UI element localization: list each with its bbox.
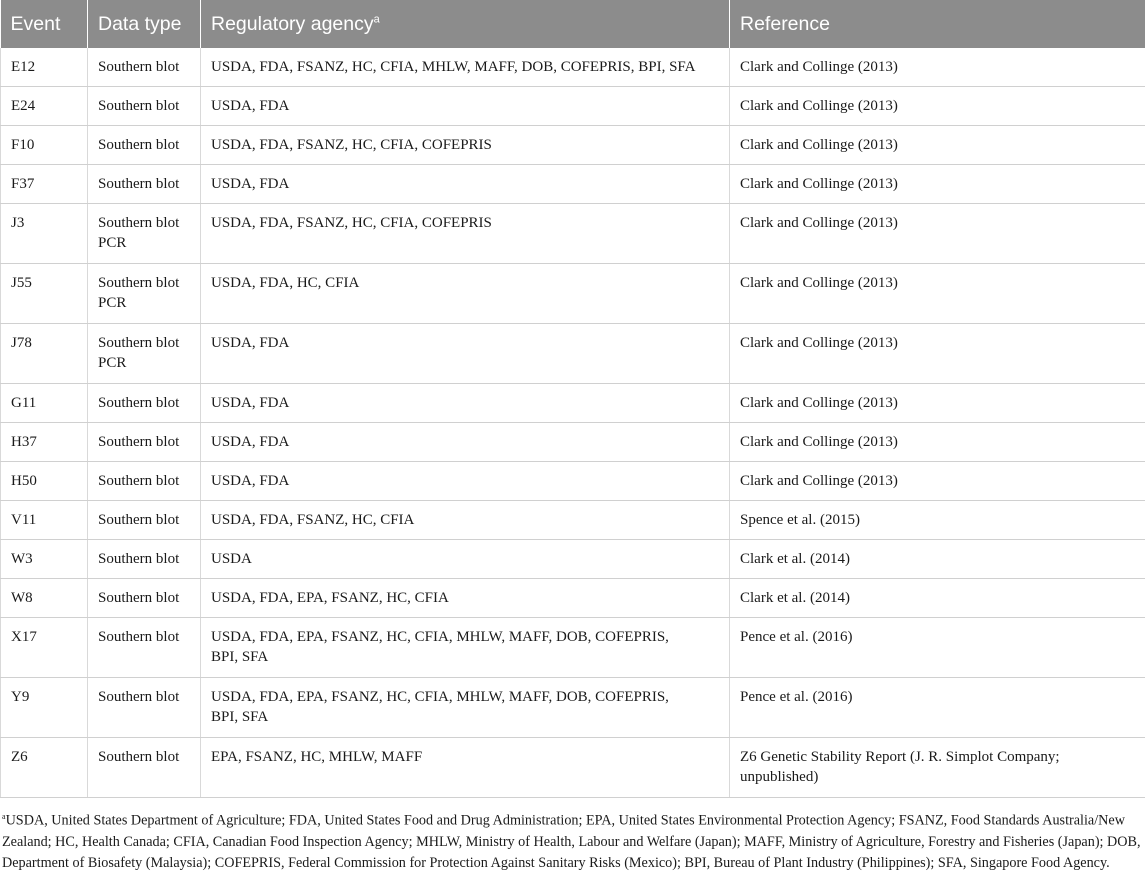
cell-data-type [88,204,201,264]
cell-agency-line: BPI, SFA [211,649,269,665]
cell-agency [201,264,730,324]
cell-reference-line: Clark and Collinge (2013) [740,59,898,75]
cell-data-type [88,423,201,462]
cell-reference [730,87,1145,126]
cell-data-type [88,384,201,423]
cell-data-type-line: PCR [98,355,127,371]
cell-data-type [88,618,201,678]
cell-data-type-line: Southern blot [98,590,180,606]
cell-agency-line: USDA, FDA [211,473,290,489]
cell-data-type-line: Southern blot [98,395,180,411]
cell-reference [730,204,1145,264]
cell-event: X17 [1,618,88,678]
cell-event: Y9 [1,678,88,738]
cell-reference [730,423,1145,462]
table-row [1,618,1145,678]
cell-reference [730,540,1145,579]
cell-reference-line: Clark et al. (2014) [740,590,850,606]
cell-agency [201,324,730,384]
cell-data-type-line: Southern blot [98,473,180,489]
cell-event: Z6 [1,738,88,798]
cell-agency-line: USDA, FDA [211,176,290,192]
cell-data-type [88,324,201,384]
cell-data-type-line: Southern blot [98,512,180,528]
cell-agency-line: USDA, FDA, FSANZ, HC, CFIA, COFEPRIS [211,215,492,231]
cell-reference-line: Clark and Collinge (2013) [740,473,898,489]
cell-agency-line: USDA, FDA, EPA, FSANZ, HC, CFIA [211,590,449,606]
cell-reference [730,264,1145,324]
cell-data-type-line: Southern blot [98,335,180,351]
cell-event: J78 [1,324,88,384]
cell-agency-line: USDA, FDA, FSANZ, HC, CFIA [211,512,415,528]
cell-event: F37 [1,165,88,204]
cell-event: V11 [1,501,88,540]
cell-agency [201,738,730,798]
cell-reference-line: Clark and Collinge (2013) [740,275,898,291]
cell-agency [201,501,730,540]
cell-reference-line: Pence et al. (2016) [740,689,853,705]
cell-agency-line: USDA, FDA, FSANZ, HC, CFIA, COFEPRIS [211,137,492,153]
cell-reference [730,462,1145,501]
cell-reference-line: Clark and Collinge (2013) [740,215,898,231]
table-row [1,324,1145,384]
cell-agency [201,678,730,738]
cell-reference [730,126,1145,165]
cell-reference-line: Clark and Collinge (2013) [740,395,898,411]
cell-event: W3 [1,540,88,579]
cell-agency-line: USDA, FDA, EPA, FSANZ, HC, CFIA, MHLW, MAFF, DOB, COFEPRIS, [211,689,669,705]
header-agency [201,0,730,48]
cell-agency-line: USDA, FDA [211,434,290,450]
cell-reference [730,678,1145,738]
cell-reference [730,618,1145,678]
cell-data-type-line: PCR [98,235,127,251]
cell-data-type [88,540,201,579]
cell-agency-line: EPA, FSANZ, HC, MHLW, MAFF [211,749,423,765]
cell-reference-line: Clark and Collinge (2013) [740,176,898,192]
cell-agency-line: USDA, FDA, EPA, FSANZ, HC, CFIA, MHLW, MAFF, DOB, COFEPRIS, [211,629,669,645]
header-reference: Reference [730,0,1145,48]
cell-agency [201,423,730,462]
cell-event: F10 [1,126,88,165]
table-row [1,87,1145,126]
cell-event: E24 [1,87,88,126]
cell-agency-line: USDA, FDA [211,395,290,411]
cell-reference-line: Clark and Collinge (2013) [740,98,898,114]
cell-data-type [88,126,201,165]
cell-agency [201,126,730,165]
cell-event: J55 [1,264,88,324]
cell-agency [201,618,730,678]
footnote-mark: a [373,13,380,25]
cell-reference [730,738,1145,798]
cell-data-type-line: PCR [98,295,127,311]
header-event: Event [1,0,88,48]
cell-data-type [88,264,201,324]
cell-reference-line: Clark and Collinge (2013) [740,434,898,450]
cell-agency [201,165,730,204]
cell-data-type-line: Southern blot [98,215,180,231]
cell-reference-line: Pence et al. (2016) [740,629,853,645]
cell-reference-line: Clark and Collinge (2013) [740,137,898,153]
cell-data-type [88,165,201,204]
cell-agency-line: USDA, FDA [211,98,290,114]
cell-reference [730,48,1145,87]
cell-agency [201,48,730,87]
table-row [1,423,1145,462]
table-row [1,501,1145,540]
cell-data-type-line: Southern blot [98,551,180,567]
cell-agency [201,540,730,579]
cell-event: J3 [1,204,88,264]
table-row [1,204,1145,264]
cell-agency-line: USDA, FDA, HC, CFIA [211,275,360,291]
table-row [1,540,1145,579]
cell-data-type [88,501,201,540]
cell-reference-line: Clark et al. (2014) [740,551,850,567]
table-row [1,264,1145,324]
cell-agency [201,384,730,423]
cell-agency-line: USDA, FDA, FSANZ, HC, CFIA, MHLW, MAFF, DOB, COFEPRIS, BPI, SFA [211,59,696,75]
cell-agency-line: USDA [211,551,252,567]
cell-reference-line: Z6 Genetic Stability Report (J. R. Simplot Company; [740,749,1060,765]
header-agency-label: Regulatory agency [211,12,374,35]
cell-agency-line: BPI, SFA [211,709,269,725]
cell-data-type-line: Southern blot [98,629,180,645]
cell-data-type-line: Southern blot [98,137,180,153]
header-data-type: Data type [88,0,201,48]
cell-reference-line: Spence et al. (2015) [740,512,860,528]
cell-event: H37 [1,423,88,462]
table-row [1,384,1145,423]
cell-event: E12 [1,48,88,87]
cell-reference [730,165,1145,204]
table-header [1,0,1145,48]
table-row [1,462,1145,501]
cell-data-type-line: Southern blot [98,689,180,705]
cell-agency [201,204,730,264]
table-row [1,678,1145,738]
cell-data-type-line: Southern blot [98,98,180,114]
cell-data-type-line: Southern blot [98,59,180,75]
cell-event: W8 [1,579,88,618]
cell-reference [730,579,1145,618]
cell-reference [730,324,1145,384]
table-row [1,738,1145,798]
table-row [1,48,1145,87]
cell-data-type [88,678,201,738]
cell-reference-line: Clark and Collinge (2013) [740,335,898,351]
cell-event: H50 [1,462,88,501]
table-row [1,126,1145,165]
cell-data-type-line: Southern blot [98,749,180,765]
cell-data-type [88,462,201,501]
cell-data-type-line: Southern blot [98,176,180,192]
footnote-text: USDA, United States Department of Agriculture; FDA, United States Food and Drug Administration; EPA, United States Environmental Protection Agency; FSANZ, Food Standards Australia/New Zealand; HC, Health Canada; CFIA, Canadian Food Inspection Agency; MHLW, Ministry of Health, Labour and Welfare (Japan); MAFF, Ministry of Agriculture, Forestry and Fisheries (Japan); DOB, Department of Biosafety (Malaysia); COFEPRIS, Federal Commission for Protection Against Sanitary Risks (Mexico); BPI, Bureau of Plant Industry (Philippines); SFA, Singapore Food Agency. [2,812,1141,871]
cell-agency [201,87,730,126]
cell-data-type [88,738,201,798]
cell-data-type [88,87,201,126]
cell-agency [201,462,730,501]
cell-reference-line: unpublished) [740,769,819,785]
cell-agency [201,579,730,618]
cell-data-type [88,579,201,618]
table-body [1,48,1145,798]
cell-data-type-line: Southern blot [98,434,180,450]
cell-data-type [88,48,201,87]
table-footnote [0,798,1145,874]
footnote-marker: a [2,812,6,821]
cell-event: G11 [1,384,88,423]
table-row [1,579,1145,618]
table-row [1,165,1145,204]
cell-reference [730,384,1145,423]
cell-agency-line: USDA, FDA [211,335,290,351]
cell-reference [730,501,1145,540]
cell-data-type-line: Southern blot [98,275,180,291]
